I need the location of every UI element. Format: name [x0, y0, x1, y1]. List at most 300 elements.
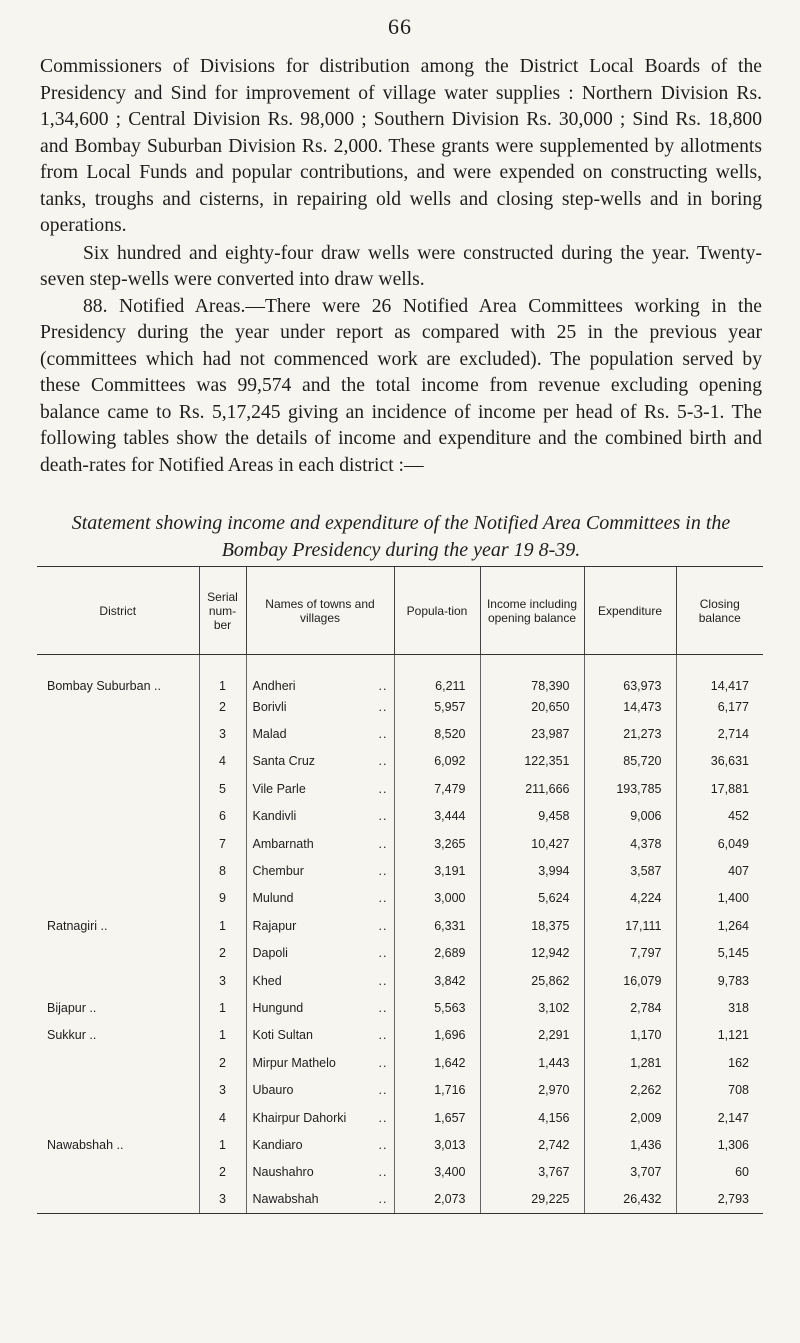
district-cell-text: Ratnagiri [47, 918, 98, 933]
leader-dots: .. [378, 1055, 388, 1070]
district-cell [37, 655, 199, 694]
income-cell-text: 2,970 [538, 1083, 570, 1098]
district-cell [37, 830, 199, 857]
population-cell-text: 1,696 [434, 1028, 466, 1043]
header-district: District [37, 567, 199, 655]
district-cell [37, 1104, 199, 1131]
town-name-cell [246, 830, 394, 857]
income-cell [480, 885, 584, 912]
table-row [37, 775, 763, 802]
expenditure-cell-text: 2,262 [630, 1083, 662, 1098]
town-name-cell [246, 912, 394, 939]
district-cell [37, 940, 199, 967]
serial-number-cell-text: 8 [219, 864, 226, 879]
town-name-cell [246, 775, 394, 802]
population-cell [394, 693, 480, 720]
income-cell-text: 10,427 [531, 836, 570, 851]
town-name-cell [246, 1186, 394, 1213]
notified-area-statement-table [37, 566, 763, 1214]
header-serial-number: Serial num-ber [199, 567, 246, 655]
leader-dots: .. [378, 727, 388, 742]
leader-dots: .. [378, 699, 388, 714]
population-cell-text: 8,520 [434, 727, 466, 742]
leader-dots: .. [378, 973, 388, 988]
table-row [37, 720, 763, 747]
serial-number-cell [199, 940, 246, 967]
district-cell [37, 693, 199, 720]
expenditure-cell-text: 3,707 [630, 1165, 662, 1180]
serial-number-cell-text: 1 [219, 679, 226, 693]
income-cell [480, 693, 584, 720]
expenditure-cell-text: 16,079 [623, 973, 662, 988]
serial-number-cell-text: 4 [219, 754, 226, 769]
population-cell [394, 885, 480, 912]
population-cell [394, 830, 480, 857]
closing-balance-cell-text: 162 [728, 1055, 749, 1070]
serial-number-cell-text: 2 [219, 1055, 226, 1070]
expenditure-cell-text: 14,473 [623, 699, 662, 714]
district-cell [37, 912, 199, 939]
closing-balance-cell [676, 720, 763, 747]
leader-dots: .. [378, 1083, 388, 1098]
population-cell [394, 720, 480, 747]
population-cell-text: 1,642 [434, 1055, 466, 1070]
closing-balance-cell-text: 60 [735, 1165, 749, 1180]
closing-balance-cell [676, 1104, 763, 1131]
population-cell [394, 1049, 480, 1076]
district-cell [37, 1159, 199, 1186]
population-cell-text: 3,265 [434, 836, 466, 851]
population-cell [394, 857, 480, 884]
district-cell [37, 1186, 199, 1213]
town-name-cell [246, 693, 394, 720]
district-cell-text: Nawabshah [47, 1137, 114, 1152]
expenditure-cell-text: 9,006 [630, 809, 662, 824]
population-cell-text: 5,563 [434, 1000, 466, 1015]
leader-dots: .. [378, 946, 388, 961]
income-cell-text: 18,375 [531, 918, 570, 933]
leader-dots: .. [378, 1110, 388, 1125]
serial-number-cell-text: 1 [219, 918, 226, 933]
income-cell-text: 1,443 [538, 1055, 570, 1070]
income-cell [480, 1076, 584, 1103]
town-name-cell-text: Naushahro [252, 1165, 314, 1180]
serial-number-cell [199, 775, 246, 802]
serial-number-cell [199, 748, 246, 775]
population-cell-text: 3,013 [434, 1137, 466, 1152]
income-cell [480, 857, 584, 884]
population-cell-text: 2,689 [434, 946, 466, 961]
expenditure-cell-text: 17,111 [625, 918, 662, 933]
closing-balance-cell-text: 452 [728, 809, 749, 824]
population-cell-text: 6,092 [434, 754, 466, 769]
leader-dots: .. [378, 754, 388, 769]
leader-dots: .. [378, 864, 388, 879]
table-row [37, 1186, 763, 1213]
expenditure-cell-text: 2,009 [630, 1110, 662, 1125]
expenditure-cell-text: 1,281 [630, 1055, 662, 1070]
closing-balance-cell-text: 36,631 [710, 754, 749, 769]
serial-number-cell-text: 3 [219, 1192, 226, 1207]
serial-number-cell [199, 1049, 246, 1076]
table-caption: Statement showing income and expenditure of the Notified Area Committees in the Bombay Presidency during the year 19 8-39. [71, 512, 731, 561]
table-row [37, 1131, 763, 1158]
closing-balance-cell [676, 748, 763, 775]
closing-balance-cell [676, 655, 763, 694]
town-name-cell-text: Malad [252, 727, 287, 742]
serial-number-cell-text: 1 [219, 1137, 226, 1152]
expenditure-cell-text: 4,224 [630, 891, 662, 906]
population-cell [394, 940, 480, 967]
serial-number-cell-text: 9 [219, 891, 226, 906]
serial-number-cell [199, 830, 246, 857]
population-cell [394, 1159, 480, 1186]
header-closing-balance: Closing balance [676, 567, 763, 655]
town-name-cell-text: Andheri [252, 679, 296, 693]
closing-balance-cell-text: 318 [728, 1000, 749, 1015]
table-row [37, 1049, 763, 1076]
town-name-cell-text: Mulund [252, 891, 294, 906]
closing-balance-cell-text: 6,049 [717, 836, 749, 851]
table-row [37, 693, 763, 720]
income-cell-text: 23,987 [531, 727, 570, 742]
income-cell-text: 20,650 [531, 699, 570, 714]
closing-balance-cell-text: 407 [728, 864, 749, 879]
serial-number-cell [199, 720, 246, 747]
leader-dots: .. [85, 1000, 97, 1015]
table-row [37, 1159, 763, 1186]
income-cell-text: 9,458 [538, 809, 570, 824]
income-cell [480, 775, 584, 802]
district-cell-text: Bijapur [47, 1000, 86, 1015]
income-cell-text: 29,225 [531, 1192, 570, 1207]
town-name-cell-text: Santa Cruz [252, 754, 316, 769]
serial-number-cell [199, 967, 246, 994]
population-cell [394, 967, 480, 994]
serial-number-cell-text: 1 [219, 1028, 226, 1043]
town-name-cell-text: Nawabshah [252, 1192, 319, 1207]
income-cell [480, 912, 584, 939]
closing-balance-cell [676, 940, 763, 967]
leader-dots: .. [378, 1000, 388, 1015]
income-cell-text: 2,291 [538, 1028, 570, 1043]
income-cell-text: 211,666 [525, 781, 570, 796]
income-cell [480, 1049, 584, 1076]
closing-balance-cell [676, 1022, 763, 1049]
town-name-cell [246, 803, 394, 830]
serial-number-cell [199, 1076, 246, 1103]
district-cell [37, 857, 199, 884]
serial-number-cell [199, 1159, 246, 1186]
table-row [37, 967, 763, 994]
town-name-cell-text: Borivli [252, 699, 287, 714]
closing-balance-cell-text: 5,145 [717, 946, 749, 961]
expenditure-cell-text: 3,587 [630, 864, 662, 879]
serial-number-cell-text: 3 [219, 727, 226, 742]
district-cell [37, 748, 199, 775]
income-cell-text: 3,767 [538, 1165, 570, 1180]
closing-balance-cell-text: 6,177 [717, 699, 749, 714]
district-cell [37, 994, 199, 1021]
serial-number-cell [199, 994, 246, 1021]
town-name-cell-text: Kandivli [252, 809, 297, 824]
leader-dots: .. [378, 918, 388, 933]
population-cell [394, 912, 480, 939]
expenditure-cell [584, 1076, 676, 1103]
serial-number-cell [199, 1131, 246, 1158]
serial-number-cell [199, 693, 246, 720]
town-name-cell [246, 1104, 394, 1131]
expenditure-cell-text: 85,720 [623, 754, 662, 769]
serial-number-cell-text: 2 [219, 946, 226, 961]
serial-number-cell [199, 1104, 246, 1131]
expenditure-cell [584, 1186, 676, 1213]
expenditure-cell-text: 193,785 [616, 781, 662, 796]
district-cell-text: Sukkur [47, 1028, 86, 1043]
expenditure-cell-text: 2,784 [630, 1000, 662, 1015]
leader-dots: .. [378, 781, 388, 796]
serial-number-cell-text: 2 [219, 1165, 226, 1180]
leader-dots: .. [378, 891, 388, 906]
closing-balance-cell [676, 1186, 763, 1213]
closing-balance-cell [676, 912, 763, 939]
income-cell [480, 1131, 584, 1158]
town-name-cell [246, 857, 394, 884]
table-body [37, 655, 763, 1214]
page-number: 66 [388, 14, 412, 39]
income-cell [480, 748, 584, 775]
town-name-cell [246, 1131, 394, 1158]
closing-balance-cell [676, 967, 763, 994]
income-cell-text: 3,994 [538, 864, 570, 879]
table-header-row [37, 567, 763, 655]
leader-dots: .. [378, 809, 388, 824]
population-cell [394, 1076, 480, 1103]
expenditure-cell [584, 1159, 676, 1186]
expenditure-cell-text: 4,378 [630, 836, 662, 851]
income-cell [480, 994, 584, 1021]
closing-balance-cell [676, 693, 763, 720]
population-cell-text: 5,957 [434, 699, 466, 714]
table-row [37, 994, 763, 1021]
expenditure-cell [584, 1131, 676, 1158]
expenditure-cell-text: 26,432 [623, 1192, 662, 1207]
income-cell-text: 78,390 [531, 679, 570, 693]
income-cell-text: 2,742 [538, 1137, 570, 1152]
town-name-cell-text: Hungund [252, 1000, 304, 1015]
expenditure-cell [584, 1022, 676, 1049]
income-cell [480, 720, 584, 747]
expenditure-cell-text: 1,436 [630, 1137, 662, 1152]
expenditure-cell [584, 775, 676, 802]
closing-balance-cell [676, 1049, 763, 1076]
income-cell [480, 1186, 584, 1213]
expenditure-cell [584, 940, 676, 967]
town-name-cell-text: Kandiaro [252, 1137, 303, 1152]
leader-dots: .. [378, 836, 388, 851]
paragraph-water-supply-grants: Commissioners of Divisions for distribution among the District Local Boards of the Presidency and Sind for improvement of village water supplies : Northern Division Rs. 1,34,600 ; Central Division Rs. 98,000 ; Southern Division Rs. 30,000 ; Sind Rs. 18,800 and Bombay Suburban Division Rs. 2,000. These grants were supplemented by allotments from Local Funds and popular contributions, and were expended on constructing wells, tanks, troughs and cisterns, in repairing old wells and closing step-wells and in boring operations. [40, 56, 762, 236]
leader-dots: .. [150, 679, 161, 693]
table-row [37, 1104, 763, 1131]
income-cell-text: 25,862 [531, 973, 570, 988]
town-name-cell-text: Khed [252, 973, 282, 988]
serial-number-cell [199, 885, 246, 912]
body-text [40, 54, 762, 479]
town-name-cell-text: Rajapur [252, 918, 297, 933]
header-income: Income including opening balance [480, 567, 584, 655]
paragraph-notified-areas: 88. Notified Areas.—There were 26 Notified Area Committees working in the Presidency during the year under report as compared with 25 in the previous year (committees which had not commenced work are excluded). The population served by these Committees was 99,574 and the total income from revenue excluding opening balance came to Rs. 5,17,245 giving an incidence of income per head of Rs. 5-3-1. The following tables show the details of income and expenditure and the combined birth and death-rates for Notified Areas in each district :— [40, 295, 762, 476]
population-cell-text: 7,479 [434, 781, 466, 796]
town-name-cell [246, 885, 394, 912]
leader-dots: .. [378, 1165, 388, 1180]
serial-number-cell [199, 857, 246, 884]
town-name-cell [246, 967, 394, 994]
district-cell [37, 775, 199, 802]
expenditure-cell [584, 967, 676, 994]
district-cell [37, 1131, 199, 1158]
closing-balance-cell-text: 1,121 [717, 1028, 749, 1043]
header-population: Popula-tion [394, 567, 480, 655]
population-cell [394, 655, 480, 694]
town-name-cell [246, 655, 394, 694]
serial-number-cell-text: 7 [219, 836, 226, 851]
population-cell [394, 748, 480, 775]
population-cell-text: 6,331 [434, 918, 466, 933]
serial-number-cell [199, 1186, 246, 1213]
table-row [37, 748, 763, 775]
income-cell [480, 967, 584, 994]
town-name-cell-text: Ubauro [252, 1083, 294, 1098]
district-cell [37, 1022, 199, 1049]
table-row [37, 885, 763, 912]
town-name-cell [246, 1049, 394, 1076]
town-name-cell [246, 1076, 394, 1103]
income-cell [480, 1104, 584, 1131]
table-row [37, 940, 763, 967]
population-cell-text: 2,073 [434, 1192, 466, 1207]
town-name-cell-text: Chembur [252, 864, 304, 879]
expenditure-cell-text: 21,273 [623, 727, 662, 742]
closing-balance-cell-text: 17,881 [710, 781, 749, 796]
serial-number-cell-text: 3 [219, 973, 226, 988]
closing-balance-cell-text: 2,714 [717, 727, 749, 742]
population-cell-text: 3,842 [434, 973, 466, 988]
population-cell-text: 3,444 [434, 809, 466, 824]
town-name-cell [246, 994, 394, 1021]
leader-dots: .. [97, 918, 108, 933]
expenditure-cell [584, 720, 676, 747]
population-cell [394, 1131, 480, 1158]
serial-number-cell-text: 2 [219, 699, 226, 714]
population-cell-text: 3,000 [434, 891, 466, 906]
population-cell [394, 775, 480, 802]
closing-balance-cell [676, 1131, 763, 1158]
expenditure-cell-text: 7,797 [630, 946, 662, 961]
expenditure-cell [584, 748, 676, 775]
closing-balance-cell-text: 2,147 [717, 1110, 749, 1125]
closing-balance-cell-text: 1,264 [717, 918, 749, 933]
table-row [37, 830, 763, 857]
town-name-cell-text: Vile Parle [252, 781, 306, 796]
town-name-cell [246, 940, 394, 967]
leader-dots: .. [113, 1137, 124, 1152]
leader-dots: .. [378, 1192, 388, 1207]
leader-dots: .. [378, 1028, 388, 1043]
serial-number-cell [199, 1022, 246, 1049]
expenditure-cell [584, 803, 676, 830]
leader-dots: .. [378, 679, 388, 693]
income-cell-text: 12,942 [531, 946, 570, 961]
income-cell-text: 5,624 [538, 891, 570, 906]
leader-dots: .. [378, 1137, 388, 1152]
population-cell [394, 994, 480, 1021]
population-cell [394, 1104, 480, 1131]
closing-balance-cell-text: 9,783 [717, 973, 749, 988]
closing-balance-cell-text: 708 [728, 1083, 749, 1098]
serial-number-cell-text: 1 [219, 1000, 226, 1015]
closing-balance-cell [676, 885, 763, 912]
serial-number-cell-text: 6 [219, 809, 226, 824]
population-cell [394, 1186, 480, 1213]
expenditure-cell [584, 1104, 676, 1131]
population-cell-text: 3,191 [434, 864, 466, 879]
district-cell [37, 803, 199, 830]
district-cell [37, 967, 199, 994]
district-cell-text: Bombay Suburban [47, 679, 151, 693]
table-row [37, 803, 763, 830]
income-cell [480, 830, 584, 857]
district-cell [37, 1076, 199, 1103]
closing-balance-cell [676, 775, 763, 802]
closing-balance-cell-text: 14,417 [710, 679, 749, 693]
population-cell-text: 3,400 [434, 1165, 466, 1180]
closing-balance-cell-text: 1,306 [717, 1137, 749, 1152]
income-cell-text: 3,102 [538, 1000, 570, 1015]
expenditure-cell [584, 885, 676, 912]
header-expenditure: Expenditure [584, 567, 676, 655]
serial-number-cell-text: 3 [219, 1083, 226, 1098]
expenditure-cell [584, 912, 676, 939]
town-name-cell-text: Khairpur Dahorki [252, 1110, 347, 1125]
table-row [37, 857, 763, 884]
serial-number-cell-text: 5 [219, 781, 226, 796]
closing-balance-cell-text: 2,793 [717, 1192, 749, 1207]
population-cell [394, 803, 480, 830]
expenditure-cell [584, 830, 676, 857]
population-cell-text: 1,657 [434, 1110, 466, 1125]
population-cell-text: 6,211 [435, 679, 466, 693]
income-cell-text: 4,156 [538, 1110, 570, 1125]
population-cell-text: 1,716 [434, 1083, 466, 1098]
town-name-cell [246, 720, 394, 747]
expenditure-cell [584, 693, 676, 720]
header-town-names: Names of towns and villages [246, 567, 394, 655]
expenditure-cell [584, 1049, 676, 1076]
serial-number-cell [199, 912, 246, 939]
expenditure-cell [584, 655, 676, 694]
closing-balance-cell [676, 857, 763, 884]
town-name-cell [246, 748, 394, 775]
town-name-cell [246, 1159, 394, 1186]
serial-number-cell-text: 4 [219, 1110, 226, 1125]
closing-balance-cell [676, 1159, 763, 1186]
district-cell [37, 720, 199, 747]
closing-balance-cell-text: 1,400 [717, 891, 749, 906]
district-cell [37, 885, 199, 912]
town-name-cell-text: Koti Sultan [252, 1028, 313, 1043]
leader-dots: .. [85, 1028, 97, 1043]
expenditure-cell-text: 63,973 [623, 679, 662, 693]
